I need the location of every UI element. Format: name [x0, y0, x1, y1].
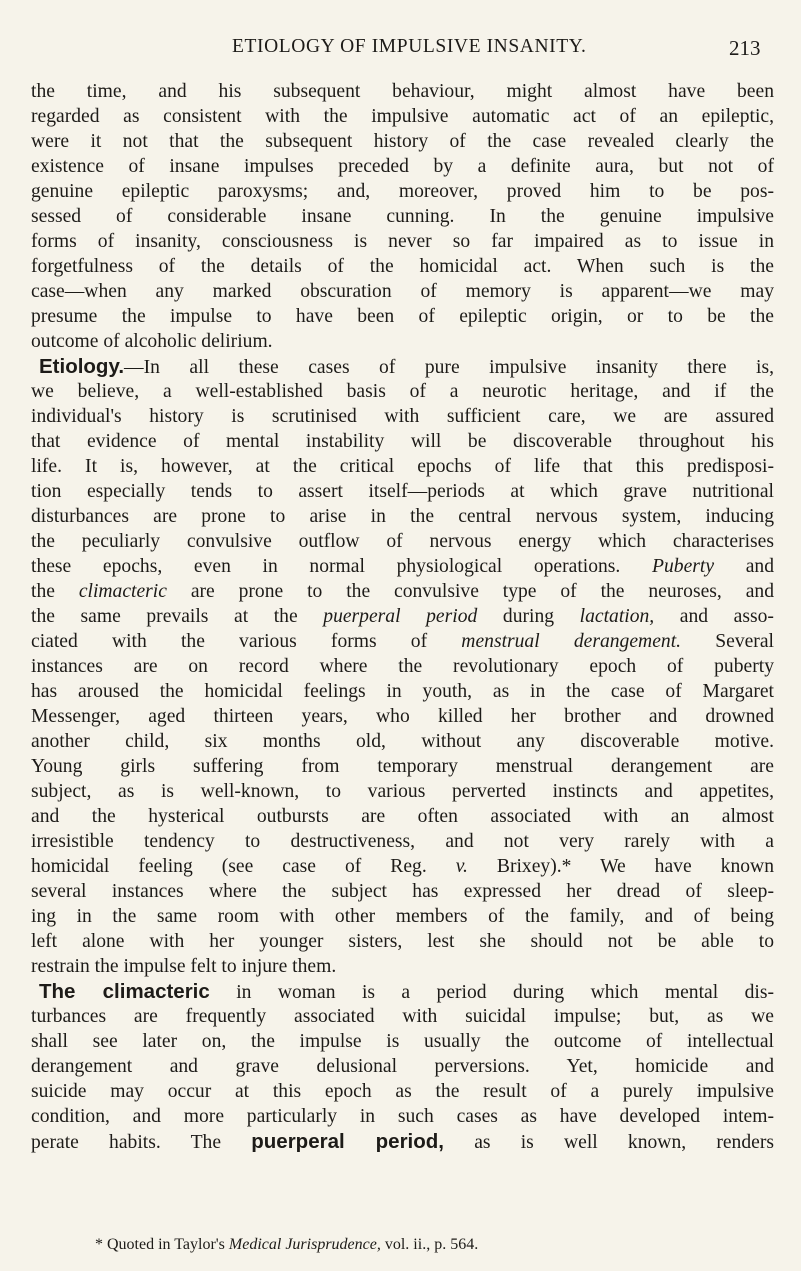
text-line: existence of insane impulses preceded by a definite aura, but not of	[31, 156, 774, 177]
paragraph-climacteric	[31, 979, 774, 1154]
text-line: left alone with her younger sisters, lest she should not be able to	[31, 931, 774, 952]
text-line: tion especially tends to assert itself—periods at which grave nutritional	[31, 481, 774, 502]
section-heading-climacteric: The climacteric	[39, 980, 210, 1003]
text-line: and the hysterical outbursts are often associated with an almost	[31, 806, 774, 827]
italic-term: menstrual derangement.	[461, 631, 682, 652]
section-heading-puerperal: puerperal period,	[251, 1130, 444, 1153]
text-line: homicidal feeling (see case of Reg. v. Brixey).* We have known	[31, 856, 774, 877]
text-line: The climacteric in woman is a period during which mental dis-	[39, 980, 774, 1003]
text-line: ing in the same room with other members of the family, and of being	[31, 906, 774, 927]
text-line: forms of insanity, consciousness is never so far impaired as to issue in	[31, 231, 774, 252]
text-line: irresistible tendency to destructiveness, and not very rarely with a	[31, 831, 774, 852]
text-line: these epochs, even in normal physiological operations. Puberty and	[31, 556, 775, 577]
text-line: the peculiarly convulsive outflow of nervous energy which characterises	[31, 531, 774, 552]
body-text	[31, 79, 774, 1154]
text-line: presume the impulse to have been of epileptic origin, or to be the	[31, 306, 774, 327]
text-line: derangement and grave delusional perversions. Yet, homicide and	[31, 1056, 774, 1077]
text-line: condition, and more particularly in such cases as have developed intem-	[31, 1106, 774, 1127]
text-line: the same prevails at the puerperal period during lactation, and asso-	[31, 606, 774, 627]
text-line: forgetfulness of the details of the homicidal act. When such is the	[31, 256, 774, 277]
text-line: that evidence of mental instability will be discoverable throughout his	[31, 431, 774, 452]
text-line: the climacteric are prone to the convulsive type of the neuroses, and	[31, 581, 774, 602]
running-head	[0, 36, 801, 66]
running-title: ETIOLOGY OF IMPULSIVE INSANITY.	[232, 36, 587, 57]
text-line: life. It is, however, at the critical epochs of life that this predisposi-	[31, 456, 774, 477]
text-line: regarded as consistent with the impulsive automatic act of an epileptic,	[31, 106, 774, 127]
page-number: 213	[729, 36, 761, 60]
text-line: shall see later on, the impulse is usually the outcome of intellectual	[31, 1031, 774, 1052]
text-line: Etiology.—In all these cases of pure impulsive insanity there is,	[39, 355, 774, 378]
text-line: we believe, a well-established basis of a neurotic heritage, and if the	[31, 381, 774, 402]
text-line: disturbances are prone to arise in the central nervous system, inducing	[31, 506, 774, 527]
text-line: has aroused the homicidal feelings in youth, as in the case of Margaret	[31, 681, 774, 702]
text-line: restrain the impulse felt to injure them.	[31, 956, 337, 977]
text-line: ciated with the various forms of menstrual derangement. Several	[31, 631, 774, 652]
text-line: suicide may occur at this epoch as the result of a purely impulsive	[31, 1081, 774, 1102]
paragraph-etiology	[31, 354, 774, 979]
text-line: sessed of considerable insane cunning. In the genuine impulsive	[31, 206, 774, 227]
italic-term: climacteric	[78, 581, 167, 602]
italic-term: Puberty	[652, 556, 715, 577]
footnote-book-title: Medical Jurisprudence,	[228, 1236, 381, 1253]
text-line: genuine epileptic paroxysms; and, moreover, proved him to be pos-	[31, 181, 774, 202]
paragraph	[31, 79, 774, 354]
text-line: outcome of alcoholic delirium.	[31, 331, 273, 352]
section-heading-etiology: Etiology.	[39, 355, 125, 378]
text-line: several instances where the subject has expressed her dread of sleep-	[31, 881, 774, 902]
text-line: were it not that the subsequent history of the case revealed clearly the	[31, 131, 774, 152]
text-line: Young girls suffering from temporary menstrual derangement are	[31, 756, 774, 777]
italic-term: v.	[455, 856, 468, 877]
footnote: * Quoted in Taylor's Medical Jurisprudence, vol. ii., p. 564.	[95, 1236, 479, 1253]
text-line: another child, six months old, without any discoverable motive.	[31, 731, 774, 752]
text-line: the time, and his subsequent behaviour, might almost have been	[31, 81, 774, 102]
text-line: individual's history is scrutinised with sufficient care, we are assured	[31, 406, 774, 427]
italic-term: lactation,	[579, 606, 655, 627]
text-line: subject, as is well-known, to various perverted instincts and appetites,	[31, 781, 774, 802]
text-line: instances are on record where the revolutionary epoch of puberty	[31, 656, 774, 677]
italic-term: puerperal period	[323, 606, 478, 627]
text-line: perate habits. The puerperal period, as is well known, renders	[31, 1130, 774, 1153]
text-line: case—when any marked obscuration of memory is apparent—we may	[31, 281, 774, 302]
text-line: turbances are frequently associated with suicidal impulse; but, as we	[31, 1006, 774, 1027]
text-line: Messenger, aged thirteen years, who killed her brother and drowned	[31, 706, 774, 727]
